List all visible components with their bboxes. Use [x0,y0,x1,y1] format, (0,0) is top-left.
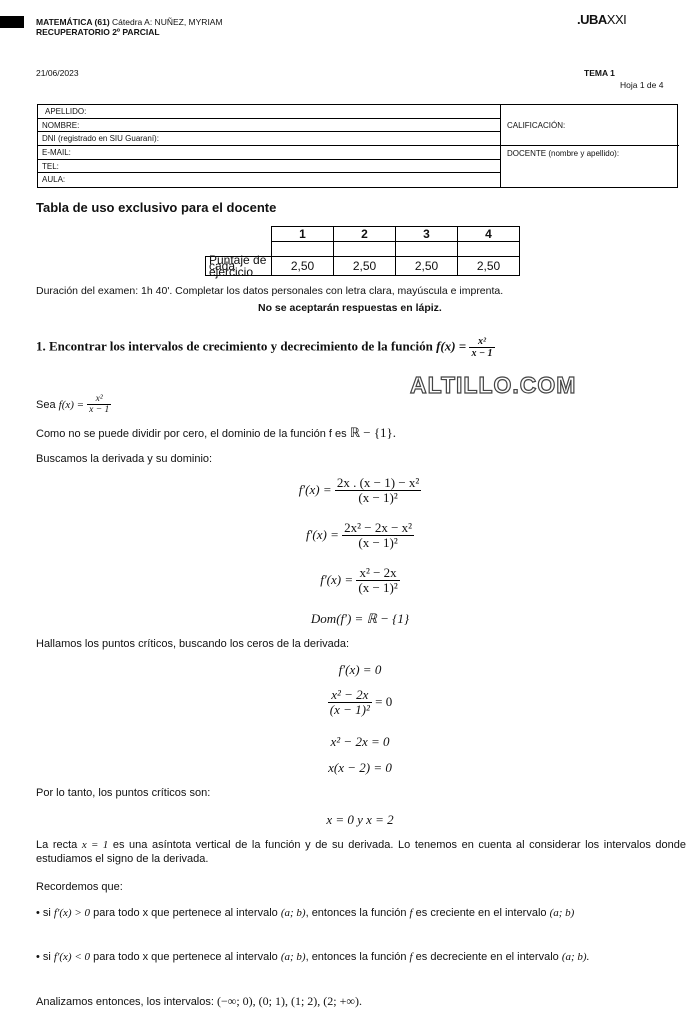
bullet-2-a: • si [36,951,51,963]
grading-divider [501,145,679,146]
question-1-fraction [469,336,494,359]
score-value-3: 2,50 [396,257,458,276]
uba-logo [577,12,626,27]
bullet-increasing [36,906,686,920]
uba-logo-rest: XXI [606,12,627,27]
altillo-watermark: ALTILLO.COM [410,372,577,398]
docente-label: DOCENTE (nombre y apellido): [507,149,620,158]
critical-step-1: f′(x) = 0 [338,662,382,677]
field-dni[interactable]: DNI (registrado en SIU Guaraní): [38,132,500,146]
analyze-line [36,994,362,1009]
tema-label: TEMA 1 [584,68,615,78]
critical-step-2-den: (x − 1)² [329,702,370,718]
sea-fx: f(x) = [58,398,85,411]
critical-result: x = 0 y x = 2 [326,812,394,827]
critical-step-3: x² − 2x = 0 [330,734,390,749]
derivative-step-3-den: (x − 1)² [358,580,398,596]
bullet-2-f: f [409,951,413,963]
score-value-row [206,257,520,276]
bullet-1-f: f [409,907,413,919]
critical-result-intro: Por lo tanto, los puntos críticos son: [36,787,211,799]
analyze-text: Analizamos entonces, los intervalos: [36,996,214,1008]
bullet-2-interval: (a; b) [280,951,306,963]
field-apellido[interactable]: APELLIDO: [38,105,500,119]
bullet-2-condition: f′(x) < 0 [53,951,91,963]
derivative-step-1 [0,476,700,506]
duration-text: Duración del examen: 1h 40'. Completar los datos personales con letra clara, mayúscula e imprenta. [36,285,504,297]
bullet-1-c: , entonces la función [305,907,407,919]
bullet-2-interval-2: (a; b). [561,951,590,963]
sea-word: Sea [36,398,56,411]
derivative-step-2 [0,521,700,551]
field-aula[interactable]: AULA: [42,175,66,185]
field-email[interactable]: E-MAIL: [38,146,500,160]
derivative-step-3-lhs: f′(x) = [320,571,354,587]
bullet-1-b: para todo x que pertenece al intervalo [93,907,278,919]
score-table-title: Tabla de uso exclusivo para el docente [36,200,277,215]
question-1-prompt: 1. Encontrar los intervalos de crecimiento y decrecimiento de la función [36,338,433,354]
score-header-2: 2 [334,227,396,242]
derivative-step-3-num: x² − 2x [356,566,399,581]
score-row-label: Puntaje de cada ejercicio [206,257,272,276]
score-value-1: 2,50 [272,257,334,276]
recall-text: Recordemos que: [36,881,123,893]
score-table [205,226,520,279]
derivative-step-1-fraction [335,476,421,506]
bullet-2-b: para todo x que pertenece al intervalo [93,951,278,963]
sea-line [36,394,111,416]
bullet-1-a: • si [36,907,51,919]
exam-date: 21/06/2023 [36,68,79,78]
score-cell-2[interactable] [334,242,396,257]
derivative-step-1-num: 2x . (x − 1) − x² [336,475,420,490]
grading-column [500,105,679,187]
derivative-step-3 [0,566,700,596]
subject-chair: Cátedra A: NUÑEZ, MYRIAM [109,17,223,27]
derivative-step-2-fraction [342,521,414,551]
derivative-domain: Dom(f′) = ℝ − {1} [310,611,410,626]
domain-line [36,426,396,441]
page-marker [0,16,24,28]
calificacion-label: CALIFICACIÓN: [507,121,566,130]
analyze-intervals: (−∞; 0), (0; 1), (1; 2), (2; +∞). [217,994,362,1008]
question-1-fx: f(x) = [436,338,467,354]
critical-step-2-fraction [328,688,372,718]
sea-denominator: x − 1 [89,405,110,416]
bullet-2-d: es decreciente en el intervalo [415,951,559,963]
question-1-numerator: x² [469,336,494,348]
bullet-1-condition: f′(x) > 0 [53,907,91,919]
asymptote-text-b: es una asíntota vertical de la función y de su derivada. Lo tenemos en cuenta al considerar los intervalos donde estudiamos el signo de la derivada. [36,839,687,865]
uba-logo-bold: .UBA [577,12,607,27]
critical-step-2 [0,688,700,718]
sea-numerator: x² [87,394,111,405]
domain-text: Como no se puede dividir por cero, el dominio de la función f es [36,428,347,440]
domain-set: ℝ − {1}. [349,425,397,440]
field-nombre[interactable]: NOMBRE: [38,119,500,133]
asymptote-paragraph [36,838,686,866]
question-1-denominator: x − 1 [471,348,493,359]
derivative-intro: Buscamos la derivada y su dominio: [36,453,213,465]
sea-fraction [87,394,111,416]
asymptote-text-a: La recta [36,839,78,851]
derivative-step-2-lhs: f′(x) = [305,526,339,542]
score-cell-3[interactable] [396,242,458,257]
bullet-1-interval-2: (a; b) [549,907,575,919]
critical-step-2-rhs: = 0 [375,693,393,709]
score-cell-1[interactable] [272,242,334,257]
score-header-row [206,227,520,242]
critical-step-4: x(x − 2) = 0 [328,760,392,775]
derivative-step-2-den: (x − 1)² [358,535,398,551]
derivative-step-2-num: 2x² − 2x − x² [344,520,413,535]
derivative-step-1-lhs: f′(x) = [298,481,332,497]
asymptote-equation: x = 1 [81,839,109,851]
critical-step-2-num: x² − 2x [328,688,372,703]
derivative-step-1-den: (x − 1)² [358,490,398,506]
score-value-4: 2,50 [458,257,520,276]
personal-fields [38,105,500,187]
bullet-2-c: , entonces la función [305,951,407,963]
score-header-4: 4 [458,227,520,242]
score-cell-4[interactable] [458,242,520,257]
derivative-step-3-fraction [356,566,399,596]
field-tel[interactable]: TEL: [38,160,500,174]
score-header-1: 1 [272,227,334,242]
page-count: Hoja 1 de 4 [620,80,664,90]
critical-intro: Hallamos los puntos críticos, buscando los ceros de la derivada: [36,638,350,650]
bullet-1-interval: (a; b) [280,907,306,919]
exam-name: RECUPERATORIO 2º PARCIAL [36,27,160,37]
bullet-decreasing [36,950,686,964]
subject-line [36,17,223,27]
score-value-2: 2,50 [334,257,396,276]
score-header-3: 3 [396,227,458,242]
subject-name: MATEMÁTICA (61) [36,17,110,27]
personal-data-form [37,104,678,188]
question-1 [36,336,495,359]
no-pencil-text: No se aceptarán respuestas en lápiz. [258,302,442,314]
bullet-1-d: es creciente en el intervalo [415,907,547,919]
